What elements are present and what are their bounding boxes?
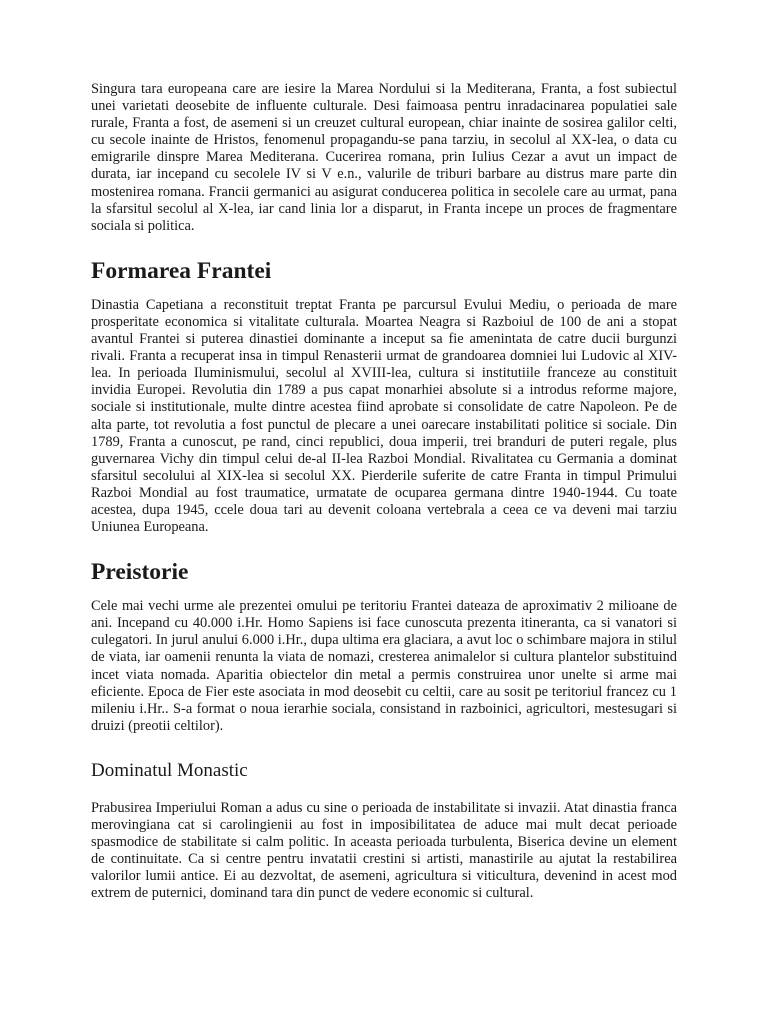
section-body-dominatul-monastic: Prabusirea Imperiului Roman a adus cu sine o perioada de instabilitate si invazii. Atat dinastia franca merovingiana cat si carolingienii au fost in imposibilitatea de aduce mai mult decat perioade spasmodice de stabilitate si calm politic. In aceasta perioada turbulenta, Biserica devine un element de continuitate. Ca si centre pentru invatatii crestini si artisti, manastirile au ajutat la restabilirea valorilor lumii antice. Ei au dezvoltat, de asemeni, agricultura si viticultura, devenind in acest mod extrem de puternici, dominand tara din punct de vedere economic si cultural. [91, 799, 677, 902]
section-body-preistorie: Cele mai vechi urme ale prezentei omului pe teritoriu Frantei dateaza de aproximativ 2 milioane de ani. Incepand cu 40.000 i.Hr. Homo Sapiens isi face cunoscuta prezenta itineranta, ca si vanatori si culegatori. In jurul anului 6.000 i.Hr., dupa ultima era glaciara, a avut loc o schimbare majora in stilul de viata, iar oamenii renunta la viata de nomazi, cresterea animalelor si cultura plantelor substituind incet viata nomada. Aparitia obiectelor din metal a permis construirea unor unelte si arme mai eficiente. Epoca de Fier este asociata in mod deosebit cu celtii, care au sosit pe teritoriul francez cu 1 mileniu i.Hr.. S-a format o noua ierarhie sociala, consistand in razboinici, agricultori, mestesugari si druizi (preotii celtilor). [91, 598, 677, 734]
intro-paragraph: Singura tara europeana care are iesire la Marea Nordului si la Mediterana, Franta, a fost subiectul unei varietati deosebite de influente culturale. Desi faimoasa pentru inradacinarea populatiei sale rurale, Franta a fost, de asemeni si un creuzet cultural european, chiar inainte de sosirea galilor celti, cu secole inainte de Hristos, fenomenul propagandu-se pana tarziu, in secolul al XX-lea, o data cu emigrarile dinspre Marea Mediterana. Cucerirea romana, prin Iulius Cezar a avut un impact de durata, iar incepand cu secolele IV si V e.n., valurile de triburi barbare au distrus mare parte din mostenirea romana. Francii germanici au asigurat conducerea politica in secolele care au urmat, pana la sfarsitul secolul al X-lea, iar cand linia lor a disparut, in Franta incepe un proces de fragmentare sociala si politica. [91, 81, 677, 234]
section-heading-dominatul-monastic: Dominatul Monastic [91, 759, 248, 781]
section-heading-formarea-frantei: Formarea Frantei [91, 257, 272, 284]
section-heading-preistorie: Preistorie [91, 559, 189, 586]
section-body-formarea-frantei: Dinastia Capetiana a reconstituit treptat Franta pe parcursul Evului Mediu, o perioada de mare prosperitate economica si vitalitate culturala. Moartea Neagra si Razboiul de 100 de ani a stopat avantul Frantei si puterea dinastiei dominante a inceput sa fie amenintata de catre ducii burgunzi rivali. Franta a recuperat insa in timpul Renasterii urmat de grandoarea domniei lui Ludovic al XIV-lea. In perioada Iluminismului, secolul al XVIII-lea, cultura si institutiile franceze au constituit invidia Europei. Revolutia din 1789 a pus capat monarhiei absolute si a introdus reforme majore, sociale si institutionale, multe dintre acestea fiind aprobate si consolidate de catre Napoleon. Pe de alta parte, tot revolutia a fost punctul de plecare a unei oarecare instabilitati politice si sociale. Din 1789, Franta a cunoscut, pe rand, cinci republici, doua imperii, trei branduri de puteri regale, plus guvernarea Vichy din timpul celui de-al II-lea Razboi Mondial. Rivalitatea cu Germania a dominat sfarsitul secolului al XIX-lea si secolul XX. Pierderile suferite de catre Franta in timpul Primului Razboi Mondial au fost traumatice, urmatate de ocuparea germana dintre 1940-1944. Cu toate acestea, dupa 1945, ccele doua tari au devenit coloana vertebrala a ceea ce va deveni mai tarziu Uniunea Europeana. [91, 296, 677, 536]
